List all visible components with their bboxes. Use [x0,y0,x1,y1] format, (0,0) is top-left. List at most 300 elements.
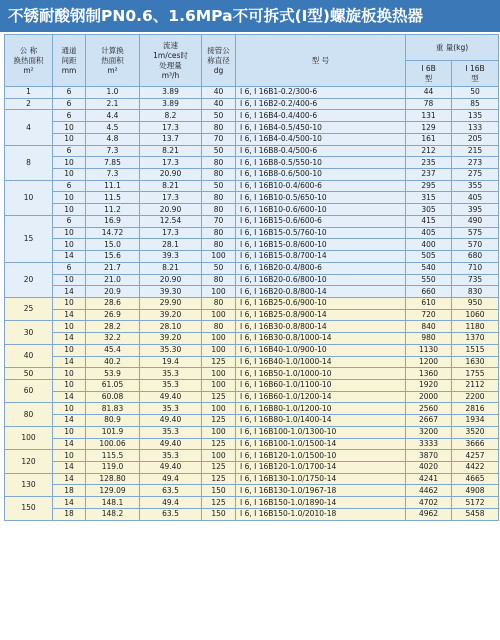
cell-weight-6b: 3200 [406,426,452,438]
cell-channel-gap: 10 [53,204,86,216]
cell-nozzle-diameter: 80 [202,122,236,134]
cell-calc-area: 11.5 [86,192,140,204]
cell-channel-gap: 10 [53,274,86,286]
cell-weight-6b: 4020 [406,462,452,474]
table-row [5,309,499,321]
cell-nominal-area: 40 [5,344,53,367]
cell-weight-16b: 680 [452,251,499,263]
cell-calc-area: 26.9 [86,309,140,321]
cell-flow-capacity: 49.4 [140,497,202,509]
cell-flow-capacity: 29.90 [140,297,202,309]
cell-weight-6b: 505 [406,251,452,263]
cell-flow-capacity: 49.40 [140,391,202,403]
cell-channel-gap: 10 [53,227,86,239]
cell-model: I 6, I 16B15-0.6/600-6 [236,215,406,227]
cell-nominal-area: 100 [5,426,53,449]
cell-weight-6b: 1200 [406,356,452,368]
cell-calc-area: 1.0 [86,87,140,99]
cell-flow-capacity: 49.4 [140,473,202,485]
cell-calc-area: 81.83 [86,403,140,415]
cell-nozzle-diameter: 100 [202,450,236,462]
cell-weight-6b: 405 [406,227,452,239]
cell-flow-capacity: 28.10 [140,321,202,333]
cell-calc-area: 20.9 [86,286,140,298]
cell-calc-area: 16.9 [86,215,140,227]
cell-model: I 6, I 16B30-0.8/1000-14 [236,333,406,345]
cell-nozzle-diameter: 100 [202,426,236,438]
cell-flow-capacity: 20.90 [140,169,202,181]
cell-nominal-area: 120 [5,450,53,473]
cell-weight-16b: 85 [452,98,499,110]
cell-calc-area: 15.0 [86,239,140,251]
cell-weight-16b: 4422 [452,462,499,474]
cell-weight-16b: 4908 [452,485,499,497]
cell-weight-16b: 490 [452,215,499,227]
cell-weight-16b: 830 [452,286,499,298]
cell-weight-6b: 237 [406,169,452,181]
cell-model: I 6, I 16B40-1.0/1000-14 [236,356,406,368]
cell-calc-area: 100.06 [86,438,140,450]
cell-weight-6b: 305 [406,204,452,216]
header-nozzle-diameter: 接管公 称直径 dg [202,35,236,87]
cell-model: I 6, I 16B1-0.2/300-6 [236,87,406,99]
table-row [5,192,499,204]
cell-weight-16b: 275 [452,169,499,181]
cell-calc-area: 128.80 [86,473,140,485]
cell-weight-6b: 3333 [406,438,452,450]
cell-channel-gap: 6 [53,87,86,99]
cell-flow-capacity: 17.3 [140,227,202,239]
cell-calc-area: 129.09 [86,485,140,497]
cell-weight-6b: 2560 [406,403,452,415]
cell-channel-gap: 18 [53,508,86,520]
cell-calc-area: 7.3 [86,145,140,157]
cell-calc-area: 115.5 [86,450,140,462]
spec-table-body [5,87,499,521]
cell-channel-gap: 10 [53,122,86,134]
cell-model: I 6, I 16B4-0.4/500-10 [236,133,406,145]
cell-nominal-area: 2 [5,98,53,110]
cell-nominal-area: 30 [5,321,53,344]
table-row [5,215,499,227]
cell-flow-capacity: 17.3 [140,122,202,134]
cell-model: I 6, I 16B50-1.0/1000-10 [236,368,406,380]
cell-channel-gap: 14 [53,391,86,403]
cell-flow-capacity: 49.40 [140,415,202,427]
cell-channel-gap: 14 [53,251,86,263]
table-row [5,403,499,415]
cell-nozzle-diameter: 125 [202,391,236,403]
cell-flow-capacity: 8.21 [140,180,202,192]
cell-model: I 6, I 16B15-0.5/760-10 [236,227,406,239]
cell-model: I 6, I 16B8-0.6/500-10 [236,169,406,181]
cell-model: I 6, I 16B10-0.5/650-10 [236,192,406,204]
cell-weight-6b: 44 [406,87,452,99]
cell-channel-gap: 6 [53,215,86,227]
cell-weight-16b: 1515 [452,344,499,356]
table-row [5,497,499,509]
cell-flow-capacity: 17.3 [140,157,202,169]
cell-calc-area: 28.6 [86,297,140,309]
cell-flow-capacity: 39.30 [140,286,202,298]
cell-channel-gap: 10 [53,157,86,169]
table-row [5,462,499,474]
cell-model: I 6, I 16B10-0.4/600-6 [236,180,406,192]
cell-nozzle-diameter: 70 [202,133,236,145]
table-row [5,438,499,450]
table-row [5,169,499,181]
cell-nominal-area: 20 [5,262,53,297]
cell-weight-6b: 400 [406,239,452,251]
cell-nozzle-diameter: 100 [202,251,236,263]
cell-nozzle-diameter: 80 [202,239,236,251]
cell-weight-16b: 1180 [452,321,499,333]
table-row [5,391,499,403]
cell-weight-16b: 405 [452,192,499,204]
cell-nozzle-diameter: 80 [202,227,236,239]
cell-model: I 6, I 16B100-1.0/1300-10 [236,426,406,438]
cell-nozzle-diameter: 80 [202,204,236,216]
cell-weight-6b: 1920 [406,379,452,391]
table-row [5,110,499,122]
cell-weight-16b: 5172 [452,497,499,509]
cell-nozzle-diameter: 50 [202,110,236,122]
cell-nozzle-diameter: 125 [202,497,236,509]
cell-nominal-area: 4 [5,110,53,145]
cell-weight-16b: 205 [452,133,499,145]
cell-flow-capacity: 35.3 [140,403,202,415]
cell-flow-capacity: 3.89 [140,87,202,99]
cell-calc-area: 80.9 [86,415,140,427]
table-row [5,508,499,520]
cell-model: I 6, I 16B40-1.0/900-10 [236,344,406,356]
cell-weight-16b: 575 [452,227,499,239]
cell-nominal-area: 8 [5,145,53,180]
cell-channel-gap: 10 [53,450,86,462]
cell-calc-area: 148.1 [86,497,140,509]
cell-nozzle-diameter: 70 [202,215,236,227]
cell-flow-capacity: 12.54 [140,215,202,227]
cell-weight-16b: 215 [452,145,499,157]
cell-weight-6b: 1130 [406,344,452,356]
cell-calc-area: 14.72 [86,227,140,239]
cell-nozzle-diameter: 80 [202,274,236,286]
cell-calc-area: 119.0 [86,462,140,474]
cell-model: I 6, I 16B100-1.0/1500-14 [236,438,406,450]
cell-weight-6b: 4241 [406,473,452,485]
cell-weight-16b: 735 [452,274,499,286]
cell-model: I 6, I 16B10-0.6/600-10 [236,204,406,216]
table-row [5,321,499,333]
cell-weight-6b: 550 [406,274,452,286]
cell-nominal-area: 150 [5,497,53,520]
cell-channel-gap: 10 [53,169,86,181]
cell-weight-16b: 50 [452,87,499,99]
cell-model: I 6, I 16B4-0.4/400-6 [236,110,406,122]
cell-channel-gap: 10 [53,297,86,309]
cell-flow-capacity: 49.40 [140,438,202,450]
cell-weight-6b: 980 [406,333,452,345]
table-row [5,157,499,169]
cell-model: I 6, I 16B80-1.0/1400-14 [236,415,406,427]
cell-calc-area: 40.2 [86,356,140,368]
cell-weight-16b: 273 [452,157,499,169]
table-row [5,98,499,110]
cell-flow-capacity: 35.30 [140,344,202,356]
cell-weight-6b: 4962 [406,508,452,520]
table-row [5,415,499,427]
cell-channel-gap: 14 [53,286,86,298]
cell-model: I 6, I 16B15-0.8/700-14 [236,251,406,263]
cell-model: I 6, I 16B25-0.8/900-14 [236,309,406,321]
table-row [5,180,499,192]
cell-flow-capacity: 8.2 [140,110,202,122]
cell-model: I 6, I 16B120-1.0/1500-10 [236,450,406,462]
spec-table [4,34,499,521]
cell-channel-gap: 14 [53,309,86,321]
cell-calc-area: 45.4 [86,344,140,356]
cell-model: I 6, I 16B120-1.0/1700-14 [236,462,406,474]
cell-nozzle-diameter: 50 [202,180,236,192]
cell-model: I 6, I 16B150-1.0/1890-14 [236,497,406,509]
cell-channel-gap: 10 [53,368,86,380]
cell-weight-6b: 212 [406,145,452,157]
cell-nozzle-diameter: 150 [202,508,236,520]
table-row [5,87,499,99]
cell-channel-gap: 14 [53,333,86,345]
cell-flow-capacity: 19.4 [140,356,202,368]
cell-nominal-area: 10 [5,180,53,215]
cell-channel-gap: 10 [53,426,86,438]
cell-model: I 6, I 16B20-0.4/800-6 [236,262,406,274]
table-row [5,473,499,485]
cell-nozzle-diameter: 100 [202,368,236,380]
cell-channel-gap: 10 [53,192,86,204]
cell-flow-capacity: 35.3 [140,368,202,380]
cell-nozzle-diameter: 125 [202,462,236,474]
cell-nominal-area: 50 [5,368,53,380]
table-row [5,356,499,368]
cell-model: I 6, I 16B60-1.0/1100-10 [236,379,406,391]
cell-nominal-area: 60 [5,379,53,402]
cell-calc-area: 11.1 [86,180,140,192]
cell-channel-gap: 6 [53,110,86,122]
cell-flow-capacity: 8.21 [140,145,202,157]
cell-weight-16b: 5458 [452,508,499,520]
cell-nominal-area: 15 [5,215,53,262]
cell-nozzle-diameter: 80 [202,169,236,181]
cell-model: I 6, I 16B130-1.0/1750-14 [236,473,406,485]
table-row [5,485,499,497]
cell-weight-6b: 161 [406,133,452,145]
cell-model: I 6, I 16B20-0.8/800-14 [236,286,406,298]
cell-channel-gap: 10 [53,239,86,251]
cell-weight-16b: 1934 [452,415,499,427]
cell-channel-gap: 14 [53,497,86,509]
header-nominal-area: 公 称 换热面积 m² [5,35,53,87]
cell-weight-6b: 4702 [406,497,452,509]
cell-weight-6b: 295 [406,180,452,192]
cell-nozzle-diameter: 100 [202,344,236,356]
cell-flow-capacity: 8.21 [140,262,202,274]
cell-flow-capacity: 35.3 [140,450,202,462]
cell-flow-capacity: 63.5 [140,508,202,520]
cell-channel-gap: 10 [53,379,86,391]
cell-flow-capacity: 49.40 [140,462,202,474]
table-row [5,274,499,286]
cell-weight-16b: 355 [452,180,499,192]
cell-nozzle-diameter: 40 [202,98,236,110]
table-row [5,333,499,345]
cell-channel-gap: 14 [53,415,86,427]
cell-flow-capacity: 39.20 [140,333,202,345]
cell-channel-gap: 18 [53,485,86,497]
table-row [5,227,499,239]
cell-calc-area: 61.05 [86,379,140,391]
cell-calc-area: 53.9 [86,368,140,380]
cell-channel-gap: 6 [53,262,86,274]
cell-nozzle-diameter: 100 [202,379,236,391]
table-row [5,204,499,216]
header-model: 型 号 [236,35,406,87]
cell-nozzle-diameter: 125 [202,356,236,368]
header-calc-area: 计算换 热面积 m² [86,35,140,87]
table-row [5,426,499,438]
cell-weight-16b: 395 [452,204,499,216]
cell-weight-16b: 1060 [452,309,499,321]
cell-nozzle-diameter: 125 [202,415,236,427]
cell-nozzle-diameter: 100 [202,403,236,415]
cell-channel-gap: 10 [53,403,86,415]
cell-calc-area: 7.85 [86,157,140,169]
cell-nominal-area: 1 [5,87,53,99]
table-row [5,379,499,391]
cell-model: I 6, I 16B30-0.8/800-14 [236,321,406,333]
cell-channel-gap: 14 [53,356,86,368]
cell-weight-6b: 315 [406,192,452,204]
cell-flow-capacity: 17.3 [140,192,202,204]
cell-weight-6b: 78 [406,98,452,110]
cell-model: I 6, I 16B15-0.8/600-10 [236,239,406,251]
cell-flow-capacity: 3.89 [140,98,202,110]
cell-weight-16b: 135 [452,110,499,122]
header-weight-6b: I 6B 型 [406,61,452,87]
cell-flow-capacity: 35.3 [140,426,202,438]
table-row [5,450,499,462]
cell-weight-16b: 1630 [452,356,499,368]
cell-model: I 6, I 16B25-0.6/900-10 [236,297,406,309]
cell-weight-16b: 950 [452,297,499,309]
cell-channel-gap: 10 [53,133,86,145]
cell-calc-area: 4.5 [86,122,140,134]
cell-model: I 6, I 16B8-0.5/550-10 [236,157,406,169]
cell-weight-16b: 4257 [452,450,499,462]
cell-weight-6b: 2667 [406,415,452,427]
cell-weight-6b: 4462 [406,485,452,497]
cell-flow-capacity: 39.3 [140,251,202,263]
table-row [5,297,499,309]
cell-model: I 6, I 16B150-1.0/2010-18 [236,508,406,520]
table-row [5,286,499,298]
cell-weight-16b: 1755 [452,368,499,380]
cell-weight-16b: 570 [452,239,499,251]
cell-nozzle-diameter: 80 [202,321,236,333]
table-row [5,262,499,274]
cell-channel-gap: 6 [53,98,86,110]
cell-weight-16b: 2112 [452,379,499,391]
cell-nozzle-diameter: 150 [202,485,236,497]
cell-channel-gap: 10 [53,321,86,333]
cell-weight-16b: 3520 [452,426,499,438]
cell-weight-6b: 540 [406,262,452,274]
table-row [5,133,499,145]
table-row [5,122,499,134]
cell-nozzle-diameter: 80 [202,297,236,309]
cell-nozzle-diameter: 50 [202,145,236,157]
cell-weight-16b: 710 [452,262,499,274]
cell-weight-16b: 2200 [452,391,499,403]
header-weight-16b: I 16B 型 [452,61,499,87]
cell-weight-6b: 131 [406,110,452,122]
cell-model: I 6, I 16B20-0.6/800-10 [236,274,406,286]
cell-calc-area: 15.6 [86,251,140,263]
cell-weight-6b: 840 [406,321,452,333]
cell-nozzle-diameter: 100 [202,309,236,321]
table-row [5,145,499,157]
cell-nozzle-diameter: 125 [202,473,236,485]
cell-calc-area: 148.2 [86,508,140,520]
cell-channel-gap: 10 [53,344,86,356]
table-row [5,344,499,356]
cell-model: I 6, I 16B60-1.0/1200-14 [236,391,406,403]
header-flow-capacity: 流速 1m/ces时 处理量 m³/h [140,35,202,87]
cell-flow-capacity: 20.90 [140,204,202,216]
table-row [5,251,499,263]
cell-channel-gap: 6 [53,145,86,157]
cell-model: I 6, I 16B2-0.2/400-6 [236,98,406,110]
cell-flow-capacity: 35.3 [140,379,202,391]
cell-calc-area: 4.4 [86,110,140,122]
cell-model: I 6, I 16B130-1.0/1967-18 [236,485,406,497]
cell-calc-area: 21.0 [86,274,140,286]
cell-channel-gap: 14 [53,473,86,485]
cell-model: I 6, I 16B8-0.4/500-6 [236,145,406,157]
cell-nominal-area: 130 [5,473,53,496]
cell-weight-16b: 3666 [452,438,499,450]
cell-calc-area: 101.9 [86,426,140,438]
cell-weight-6b: 1360 [406,368,452,380]
cell-channel-gap: 6 [53,180,86,192]
cell-weight-6b: 2000 [406,391,452,403]
cell-model: I 6, I 16B4-0.5/450-10 [236,122,406,134]
cell-weight-16b: 133 [452,122,499,134]
table-row [5,239,499,251]
cell-weight-6b: 610 [406,297,452,309]
cell-flow-capacity: 63.5 [140,485,202,497]
header-weight: 重 量(kg) [406,35,499,61]
page-title: 不锈耐酸钢制PN0.6、1.6MPa不可拆式(I型)螺旋板换热器 [0,0,500,32]
cell-weight-6b: 415 [406,215,452,227]
cell-channel-gap: 14 [53,438,86,450]
cell-weight-16b: 1370 [452,333,499,345]
cell-calc-area: 11.2 [86,204,140,216]
cell-flow-capacity: 39.20 [140,309,202,321]
cell-weight-6b: 720 [406,309,452,321]
cell-calc-area: 2.1 [86,98,140,110]
cell-nozzle-diameter: 125 [202,438,236,450]
cell-nominal-area: 25 [5,297,53,320]
cell-calc-area: 7.3 [86,169,140,181]
